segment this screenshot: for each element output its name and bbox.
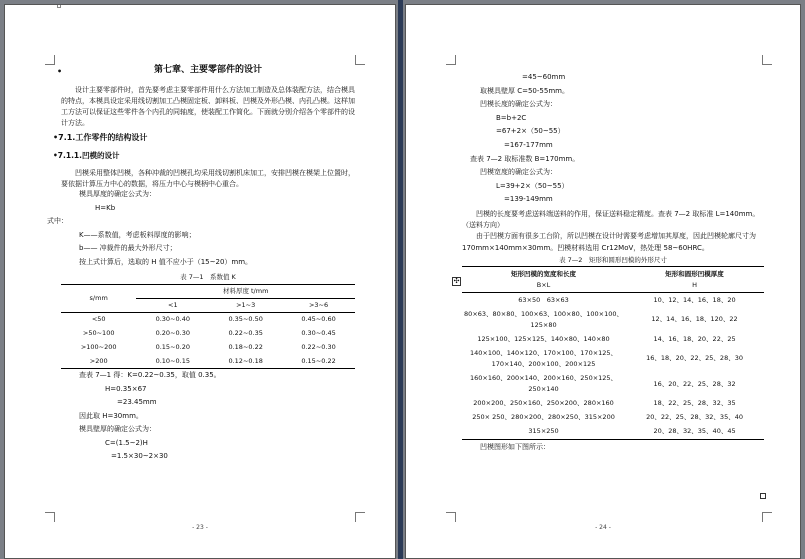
table-row <box>462 411 764 425</box>
formula-line: =139-149mm <box>504 195 553 204</box>
table-cell: >50~100 <box>82 329 115 338</box>
right-page-content <box>462 73 764 456</box>
table-cell: 0.35~0.50 <box>228 315 263 324</box>
left-page-content <box>47 65 355 466</box>
table-cell: 250× 250、280×200、280×250、315×200 <box>472 413 615 422</box>
length-paragraph: 凹模的长度要考虑送料端送料的作用，保证送料稳定精度。查表 7—2 取标准 L=140mm。（送料方向） <box>462 209 760 230</box>
table-cell: 140×100、140×120、170×100、170×125、170×140、200×100、200×125 <box>470 348 618 368</box>
table-cell: 0.15~0.20 <box>155 343 190 352</box>
table-row <box>61 312 355 326</box>
table-subheader: <1 <box>136 298 209 312</box>
crop-mark-br <box>762 512 772 522</box>
table-row <box>61 326 355 340</box>
table-cell: 315×250 <box>528 427 559 436</box>
table-cell: 20、28、32、35、40、45 <box>653 427 736 436</box>
table-cell: 16、20、22、25、28、32 <box>653 379 736 388</box>
crop-mark-tr <box>762 55 772 65</box>
table-cell: 0.10~0.15 <box>155 356 190 365</box>
page-number: - 23 - <box>192 524 208 532</box>
page-gutter <box>398 0 403 559</box>
table-cell: >200 <box>89 356 108 365</box>
table-subheader: >3~6 <box>282 298 355 312</box>
intro-paragraph: 设计主要零部件时，首先要考虑主要零部件用什么方法加工制造及总体装配方法，结合模具的特点，本模具设定采用线切割加工凸模固定板、卸料板、凹模及外形凸模、内孔凸模。这样加工方法可以保证这些零件各个内孔的同轴度，使装配工作简化。下面就分别介绍各个零部件的设计方法。 <box>61 85 355 128</box>
table-cell: 0.22~0.35 <box>228 329 263 338</box>
formula-line: L=39+2×（50~55） <box>496 181 569 190</box>
text-line: 取模具壁厚 C=50-55mm。 <box>480 86 569 95</box>
formula-line: B=b+2C <box>496 113 527 122</box>
die-size-table <box>462 266 764 440</box>
table-subheader: >1~3 <box>209 298 282 312</box>
table-cell: 200×200、250×160、250×200、280×160 <box>473 399 614 408</box>
table-cell: 10、12、14、16、18、20 <box>653 295 736 304</box>
table-cell: 80×63、80×80、100×63、100×80、100×100、125×80 <box>464 309 624 329</box>
formula-line: C=(1.5~2)H <box>105 438 148 447</box>
bullet-icon: • <box>53 150 58 160</box>
document-page-left[interactable] <box>4 4 396 559</box>
bullet-icon: • <box>53 133 59 143</box>
table-cell: 0.15~0.22 <box>301 356 336 365</box>
table-row <box>462 397 764 411</box>
text-line: 凹模宽度的确定公式为： <box>480 168 557 177</box>
crop-mark-tl <box>45 55 55 65</box>
table-cell: 14、16、18、20、22、25 <box>653 334 736 343</box>
table-cell: 160×160、200×140、200×160、250×125、250×140 <box>470 374 618 394</box>
table-cell: <50 <box>91 315 106 324</box>
table-cell: 63×50 63×63 <box>518 295 569 304</box>
table-cell: 0.30~0.45 <box>301 329 336 338</box>
table-header-s: s/mm <box>61 284 136 312</box>
text-line: 按上式计算后，选取的 H 值不应小于（15~20）mm。 <box>79 257 253 266</box>
table-cell: 0.22~0.30 <box>301 343 336 352</box>
section-heading: •7.1.工作零件的结构设计 <box>53 133 148 143</box>
table-cell: 0.20~0.30 <box>155 329 190 338</box>
table-cell: 18、22、25、28、32、35 <box>653 399 736 408</box>
subsection-heading: •7.1.1.凹模的设计 <box>53 150 120 160</box>
text-line: K——系数值，考虑板料厚度的影响； <box>79 230 196 239</box>
formula-line: =67+2×（50~55） <box>496 127 565 136</box>
table-caption: 表 7—1 系数值 K <box>180 273 236 282</box>
die-paragraph: 凹模采用整体凹模，各种冲裁的凹模孔均采用线切割机床加工，安排凹模在模架上位置时，要依据计算压力中心的数据，将压力中心与模柄中心重合。 <box>61 168 355 188</box>
formula-line: H=Kb <box>95 203 116 212</box>
text-line: 查表 7—2 取标准数 B=170mm。 <box>470 154 580 163</box>
formula-line: =23.45mm <box>117 398 157 407</box>
table-cell: 0.18~0.22 <box>228 343 263 352</box>
table-header-left: 矩形凹模的宽度和长度 B×L <box>462 267 625 293</box>
outline-paragraph: 由于凹模方面有很多工台阶，所以凹模在设计时需要考虑增加其厚度，因此凹模轮廓尺寸为 170mm×140mm×30mm。凹模材料选用 Cr12MoV，热处理 58~60HRC。 <box>462 232 756 252</box>
table-cell: 12、14、16、18、120、22 <box>651 315 738 324</box>
table-cell: >100~200 <box>80 343 117 352</box>
crop-mark-bl <box>446 512 456 522</box>
table-cell: 16、18、20、22、25、28、30 <box>646 354 743 363</box>
table-header-thickness: 材料厚度 t/mm <box>136 284 355 298</box>
table-cell: 0.45~0.60 <box>301 315 336 324</box>
table-row <box>61 340 355 354</box>
table-row <box>462 332 764 346</box>
text-line: 凹模图形如下图所示： <box>480 442 550 451</box>
table-row <box>462 346 764 371</box>
text-line: 模具厚度的确定公式为： <box>79 189 156 198</box>
table-header-right: 矩形和圆形凹模厚度 H <box>625 267 764 293</box>
formula-line: =1.5×30~2×30 <box>111 452 168 461</box>
table-cell: 0.30~0.40 <box>155 315 190 324</box>
top-marker <box>57 4 61 8</box>
formula-line: H=0.35×67 <box>105 384 147 393</box>
table-cell: 0.12~0.18 <box>228 356 263 365</box>
table-cell: 125×100、125×125、140×80、140×80 <box>477 334 610 343</box>
formula-line: =45~60mm <box>522 73 566 81</box>
chapter-title: • 第七章、主要零部件的设计 <box>57 65 262 76</box>
table-row <box>61 354 355 368</box>
text-line: 查表 7—1 得：K=0.22~0.35，取值 0.35。 <box>79 370 221 379</box>
table-caption: 表 7—2 矩形和圆形凹模的外形尺寸 <box>559 255 667 264</box>
crop-mark-bl <box>45 512 55 522</box>
table-resize-handle[interactable] <box>760 493 766 499</box>
crop-mark-tl <box>446 55 456 65</box>
table-move-handle-icon[interactable]: ✣ <box>453 277 460 285</box>
table-cell: 20、22、25、28、32、35、40 <box>646 413 743 422</box>
document-page-right[interactable] <box>405 4 801 559</box>
crop-mark-br <box>355 512 365 522</box>
text-line: 凹模长度的确定公式为： <box>480 100 557 109</box>
crop-mark-tr <box>355 55 365 65</box>
table-row <box>462 372 764 397</box>
coefficient-table <box>61 284 355 369</box>
formula-line: =167-177mm <box>504 140 553 149</box>
text-line: 模具壁厚的确定公式为： <box>79 425 156 434</box>
table-row <box>462 307 764 332</box>
table-row <box>462 293 764 308</box>
text-line: 因此取 H=30mm。 <box>79 411 143 420</box>
page-number: - 24 - <box>595 524 611 532</box>
table-row <box>462 425 764 440</box>
bullet-icon: • <box>57 67 63 76</box>
text-line: 式中： <box>47 217 68 226</box>
text-line: b—— 冲裁件的最大外形尺寸； <box>79 244 177 253</box>
